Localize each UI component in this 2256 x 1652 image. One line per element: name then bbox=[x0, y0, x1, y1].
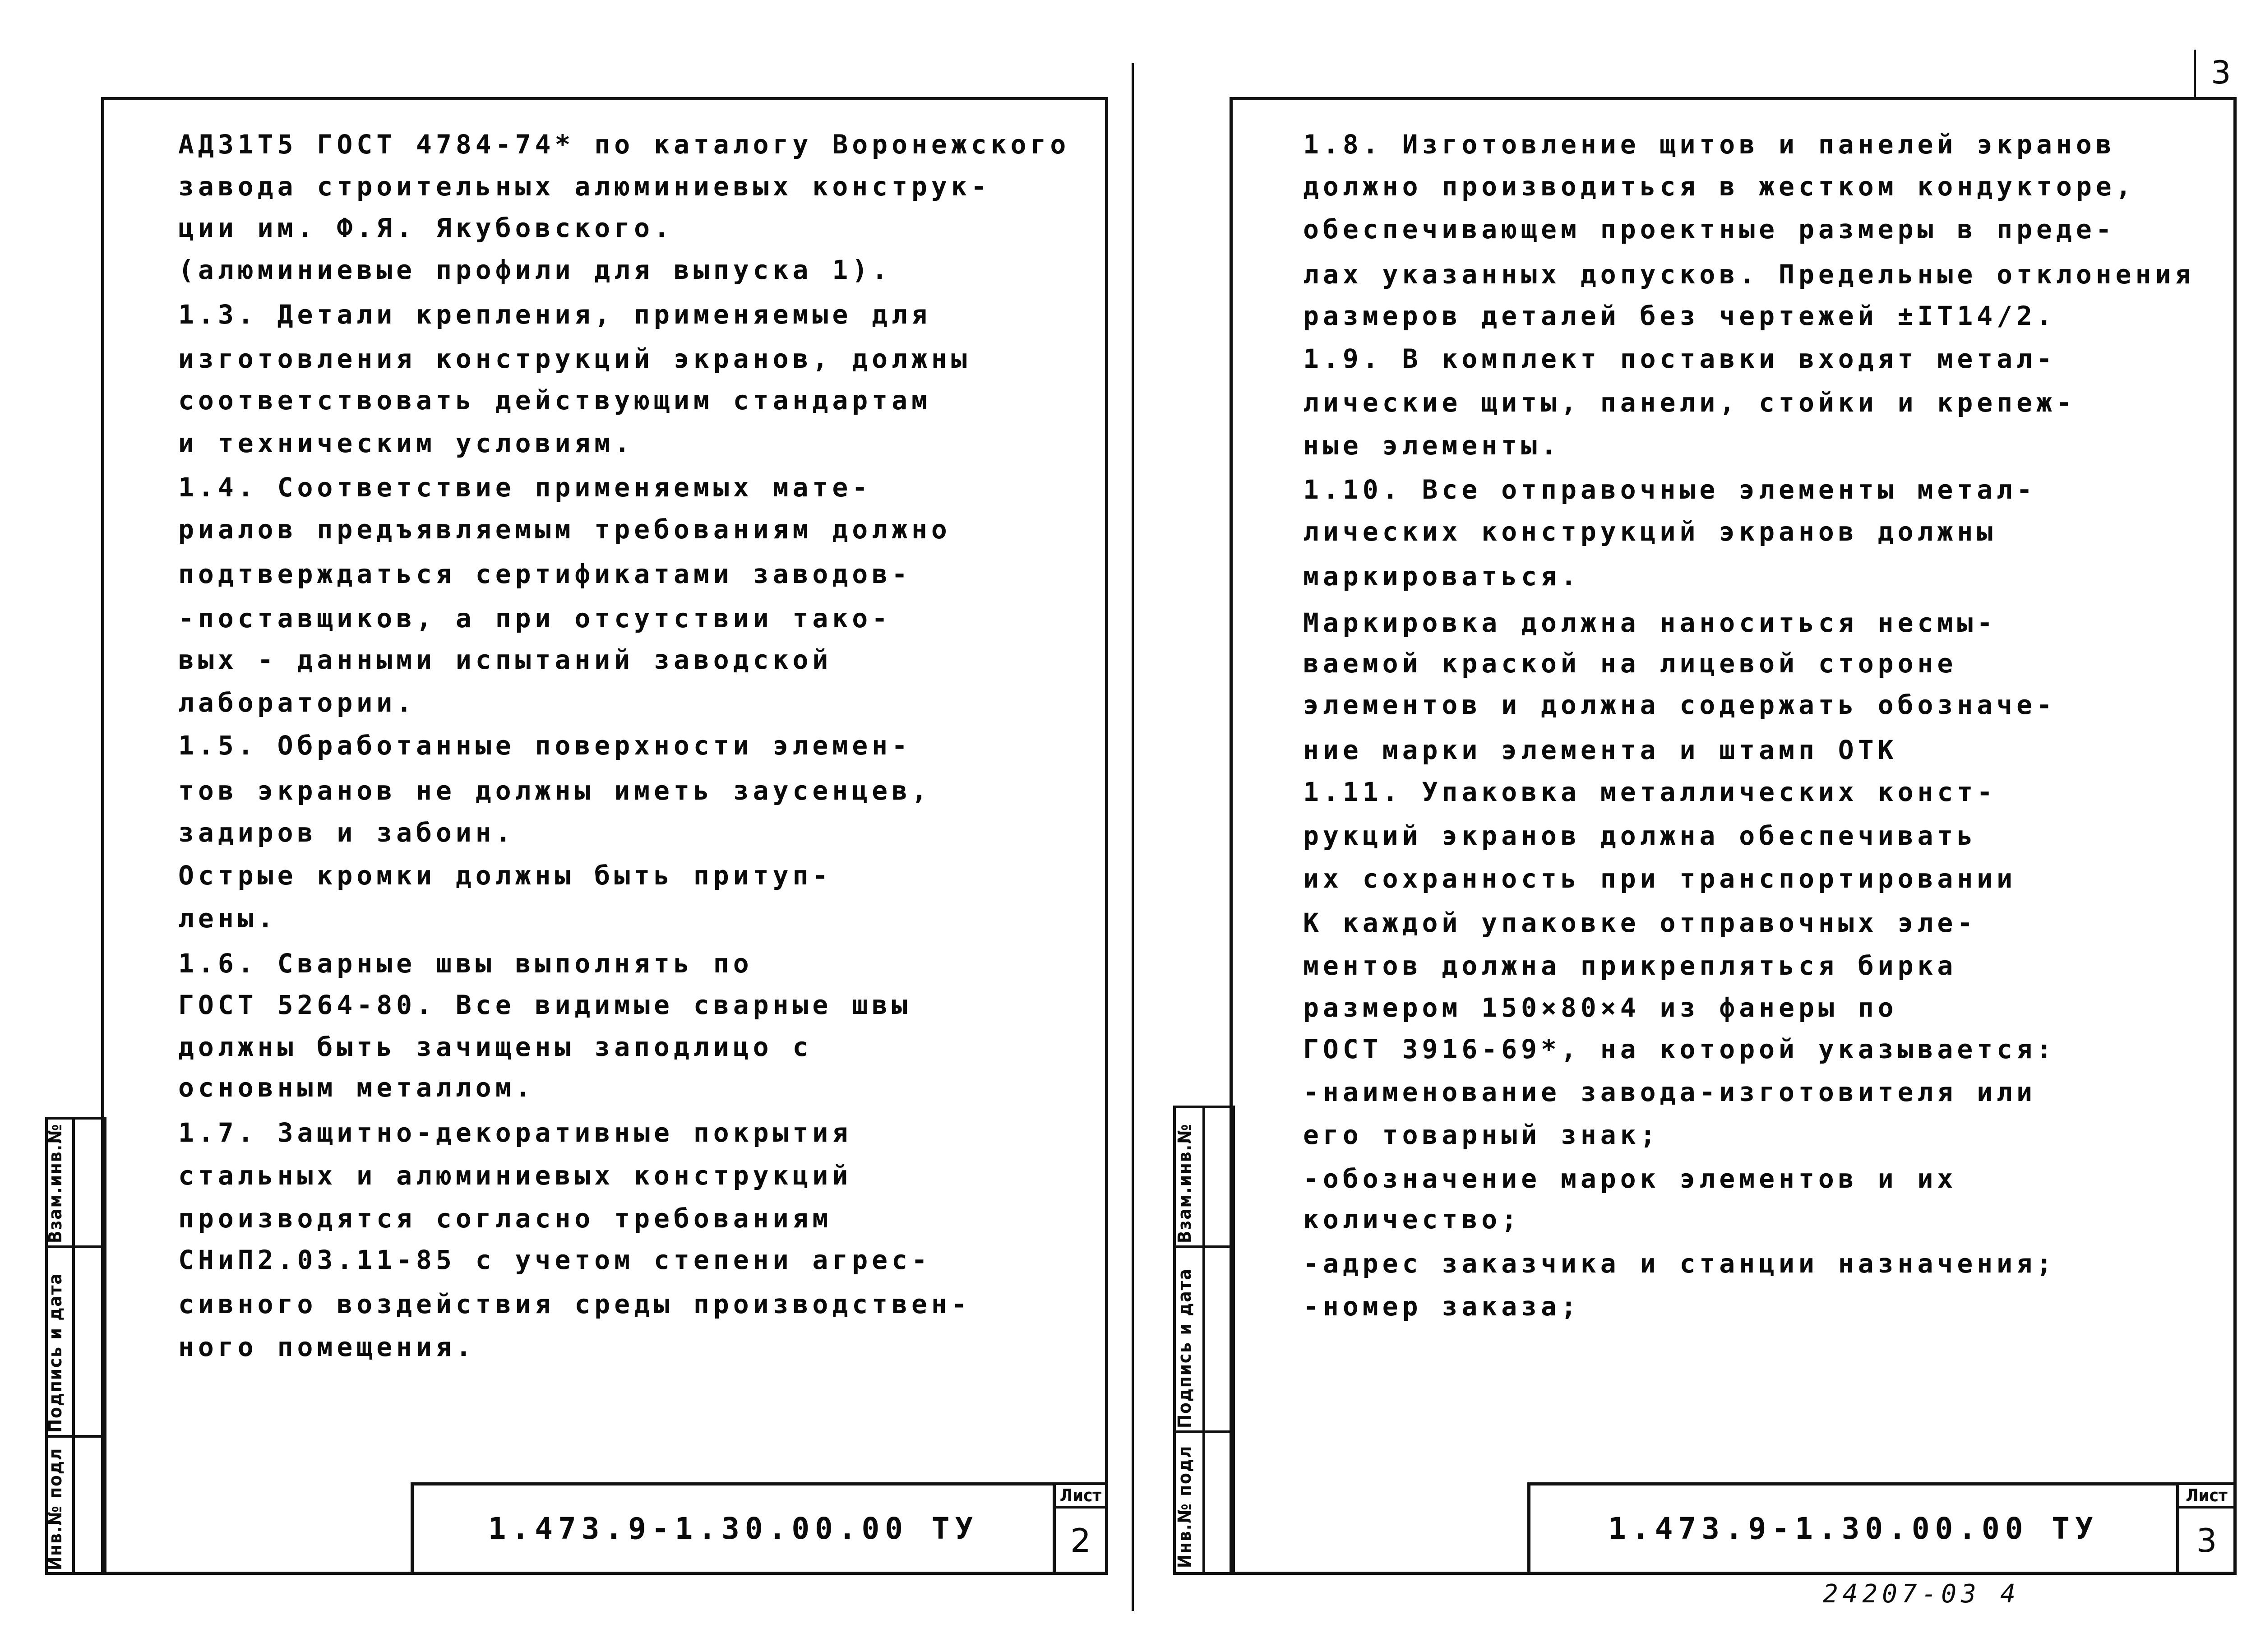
left-stamp-inv-orig: Инв.№ подл bbox=[45, 1447, 66, 1570]
left-sheet-label: Лист bbox=[1053, 1482, 1108, 1509]
text-line: лических конструкций экранов должны bbox=[1303, 516, 1997, 547]
text-line: 1.5. Обработанные поверхности элемен- bbox=[178, 730, 912, 761]
left-side-stamp-sep-1 bbox=[45, 1245, 106, 1248]
right-stamp-replaced-inv: Взам.инв.№ bbox=[1174, 1123, 1195, 1243]
text-line: 1.8. Изготовление щитов и панелей экранов bbox=[1303, 129, 2116, 160]
text-line: производятся согласно требованиям bbox=[178, 1203, 832, 1234]
text-line: (алюминиевые профили для выпуска 1). bbox=[178, 255, 892, 285]
text-line: размеров деталей без чертежей ±IT14/2. bbox=[1303, 301, 2056, 331]
right-sheet-label: Лист bbox=[2177, 1482, 2237, 1509]
text-line: ГОСТ 3916-69*, на которой указывается: bbox=[1303, 1034, 2056, 1064]
text-line: СНиП2.03.11-85 с учетом степени агрес- bbox=[178, 1245, 931, 1275]
text-line: К каждой упаковке отправочных эле- bbox=[1303, 907, 1977, 938]
left-stamp-sign-date: Подпись и дата bbox=[45, 1273, 66, 1433]
text-line: ции им. Ф.Я. Якубовского. bbox=[178, 213, 674, 243]
text-line: обеспечивающем проектные размеры в преде- bbox=[1303, 214, 2116, 245]
text-line: -номер заказа; bbox=[1303, 1291, 1581, 1322]
text-line: завода строительных алюминиевых конструк- bbox=[178, 171, 991, 202]
text-line: размером 150×80×4 из фанеры по bbox=[1303, 992, 1898, 1023]
right-side-stamp-sep-1 bbox=[1173, 1245, 1235, 1248]
text-line: элементов и должна содержать обозначе- bbox=[1303, 689, 2056, 720]
text-line: -наименование завода-изготовителя или bbox=[1303, 1077, 2037, 1107]
text-line: основным металлом. bbox=[178, 1072, 535, 1103]
text-line: лаборатории. bbox=[178, 687, 416, 718]
text-line: 1.6. Сварные швы выполнять по bbox=[178, 948, 753, 979]
text-line: лические щиты, панели, стойки и крепеж- bbox=[1303, 387, 2076, 418]
text-line: Острые кромки должны быть притуп- bbox=[178, 860, 832, 891]
text-line: Маркировка должна наноситься несмы- bbox=[1303, 607, 1997, 638]
text-line: задиров и забоин. bbox=[178, 817, 515, 848]
inventory-number: 24207-03 4 bbox=[1823, 1579, 2020, 1609]
text-line: тов экранов не должны иметь заусенцев, bbox=[178, 775, 931, 806]
text-line: 1.9. В комплект поставки входят метал- bbox=[1303, 343, 2056, 374]
text-line: -адрес заказчика и станции назначения; bbox=[1303, 1248, 2056, 1279]
text-line: лены. bbox=[178, 903, 277, 934]
right-stamp-sign-date: Подпись и дата bbox=[1174, 1268, 1195, 1428]
text-line: лах указанных допусков. Предельные отклонения bbox=[1303, 259, 2195, 290]
right-sheet-number: 3 bbox=[2177, 1506, 2237, 1575]
text-line: -обозначение марок элементов и их bbox=[1303, 1163, 1957, 1194]
text-line: рукций экранов должна обеспечивать bbox=[1303, 820, 1977, 851]
right-stamp-inv-orig: Инв.№ подл bbox=[1174, 1445, 1195, 1568]
right-title-block: 1.473.9-1.30.00.00 ТУ bbox=[1527, 1482, 2179, 1575]
text-line: вых - данными испытаний заводской bbox=[178, 644, 832, 675]
text-line: АД31Т5 ГОСТ 4784-74* по каталогу Воронежского bbox=[178, 129, 1070, 160]
text-line: 1.3. Детали крепления, применяемые для bbox=[178, 299, 931, 330]
center-fold-line bbox=[1132, 63, 1134, 1611]
text-line: -поставщиков, а при отсутствии тако- bbox=[178, 603, 892, 634]
text-line: маркироваться. bbox=[1303, 561, 1581, 592]
text-line: подтверждаться сертификатами заводов- bbox=[178, 559, 912, 589]
text-line: ментов должна прикрепляться бирка bbox=[1303, 950, 1957, 981]
text-line: соответствовать действующим стандартам bbox=[178, 385, 931, 416]
left-sheet-number: 2 bbox=[1053, 1506, 1108, 1575]
text-line: ного помещения. bbox=[178, 1332, 476, 1362]
text-line: его товарный знак; bbox=[1303, 1120, 1660, 1150]
right-side-stamp-sep-2 bbox=[1173, 1430, 1235, 1433]
text-line: ние марки элемента и штамп ОТК bbox=[1303, 735, 1898, 765]
text-line: стальных и алюминиевых конструкций bbox=[178, 1160, 852, 1191]
corner-mark-vertical bbox=[2194, 50, 2196, 99]
text-line: изготовления конструкций экранов, должны bbox=[178, 343, 971, 374]
text-line: риалов предъявляемым требованиям должно bbox=[178, 514, 951, 545]
right-side-stamp-divider bbox=[1202, 1106, 1205, 1575]
text-line: 1.10. Все отправочные элементы метал- bbox=[1303, 474, 2037, 505]
text-line: 1.7. Защитно-декоративные покрытия bbox=[178, 1117, 852, 1148]
corner-page-number: 3 bbox=[2211, 54, 2231, 91]
left-stamp-replaced-inv: Взам.инв.№ bbox=[45, 1123, 66, 1243]
text-line: 1.11. Упаковка металлических конст- bbox=[1303, 777, 1997, 807]
text-line: ваемой краской на лицевой стороне bbox=[1303, 648, 1957, 679]
text-line: 1.4. Соответствие применяемых мате- bbox=[178, 472, 872, 503]
text-line: сивного воздействия среды производствен- bbox=[178, 1289, 971, 1319]
text-line: ные элементы. bbox=[1303, 430, 1561, 461]
text-line: должны быть зачищены заподлицо с bbox=[178, 1032, 813, 1062]
text-line: их сохранность при транспортировании bbox=[1303, 863, 2017, 894]
text-line: должно производиться в жестком кондукторе, bbox=[1303, 171, 2136, 202]
text-line: ГОСТ 5264-80. Все видимые сварные швы bbox=[178, 990, 912, 1020]
left-title-block: 1.473.9-1.30.00.00 ТУ bbox=[411, 1482, 1056, 1575]
left-side-stamp-sep-2 bbox=[45, 1435, 106, 1438]
text-line: и техническим условиям. bbox=[178, 428, 634, 458]
text-line: количество; bbox=[1303, 1204, 1521, 1235]
left-side-stamp-divider bbox=[72, 1117, 75, 1575]
